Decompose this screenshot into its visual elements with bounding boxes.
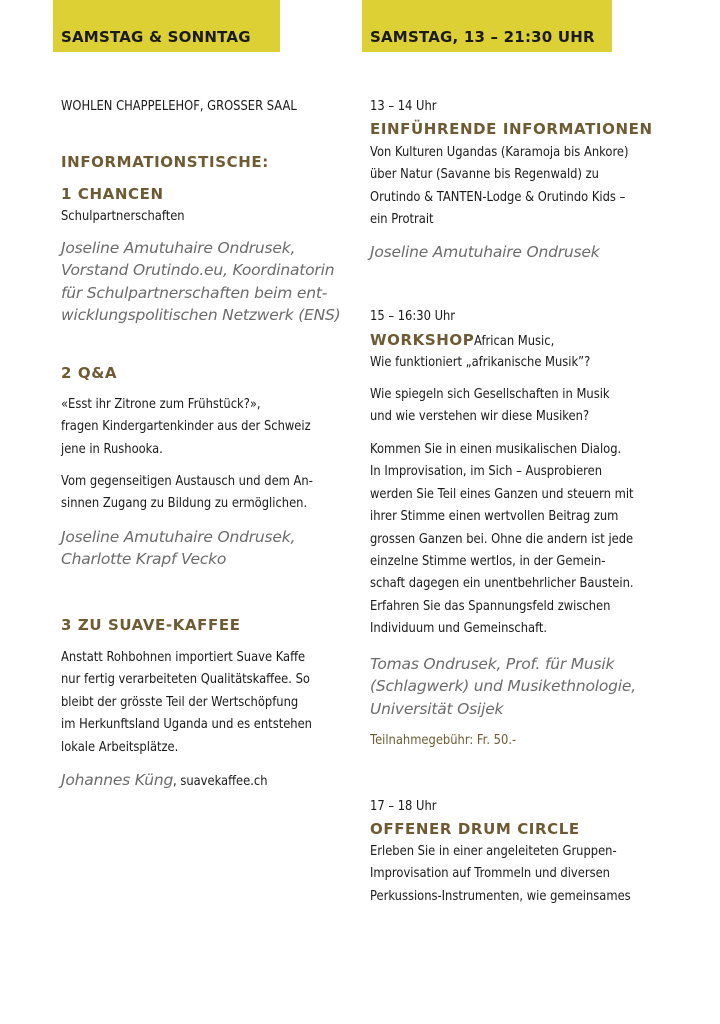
section-3-text: Anstatt Rohbohnen importiert Suave Kaffe nur fertig verarbeiteten Qualitätskaffee. So bleibt der grösste Teil der Wertschöpfung im Herkunftsland Uganda und es entstehen lokale Arbeitsplätze. xyxy=(61,650,312,755)
event-3-text: Erleben Sie in einer angeleiteten Gruppen- Improvisation auf Trommeln und diversen Perkussions-Instrumenten, wie gemeinsames xyxy=(370,844,631,904)
event-1-time: 13 – 14 Uhr xyxy=(370,99,437,114)
section-3-author: Johannes Küng, suavekaffee.ch xyxy=(61,771,268,789)
event-3-title: OFFENER DRUM CIRCLE xyxy=(370,820,580,838)
section-1-text: Schulpartnerschaften xyxy=(61,209,185,224)
info-heading: INFORMATIONSTISCHE: xyxy=(61,153,269,171)
section-1-title: 1 CHANCEN xyxy=(61,185,164,203)
venue: WOHLEN CHAPPELEHOF, GROSSER SAAL xyxy=(61,99,297,114)
right-header: SAMSTAG, 13 – 21:30 UHR xyxy=(362,0,612,52)
event-1-title: EINFÜHRENDE INFORMATIONEN xyxy=(370,120,653,138)
event-2-para2: Kommen Sie in einen musikalischen Dialog. In Improvisation, im Sich – Ausprobieren werden Sie Teil eines Ganzen und steuern mit ihrer Stimme einen wertvollen Beitrag zum grossen Ganzen bei. Ohne die andern ist jede einzelne Stimme wertlos, in der Gemein- schaft dagegen ein unentbehrlicher Baustein. Erfahren Sie das Spannungsfeld zwischen Individuum und Gemeinschaft. xyxy=(370,442,634,637)
right-column xyxy=(362,0,662,904)
left-column xyxy=(53,0,345,789)
event-2-subtitle: Wie funktioniert „afrikanische Musik”? xyxy=(370,355,591,370)
section-2-para2: Vom gegenseitigen Austausch und dem An- sinnen Zugang zu Bildung zu ermöglichen. xyxy=(61,474,313,512)
event-3-time: 17 – 18 Uhr xyxy=(370,799,437,814)
event-2-fee: Teilnahmegebühr: Fr. 50.- xyxy=(370,733,517,748)
event-1-author: Joseline Amutuhaire Ondrusek xyxy=(370,243,600,261)
event-2-para1: Wie spiegeln sich Gesellschaften in Musik und wie verstehen wir diese Musiken? xyxy=(370,387,610,425)
section-3-title: 3 ZU SUAVE-KAFFEE xyxy=(61,616,241,634)
left-header: SAMSTAG & SONNTAG xyxy=(53,0,280,52)
event-2-time: 15 – 16:30 Uhr xyxy=(370,309,456,324)
event-2-title: WORKSHOP xyxy=(370,331,475,349)
section-2-author: Joseline Amutuhaire Ondrusek, Charlotte Krapf Vecko xyxy=(61,528,296,569)
event-2-author: Tomas Ondrusek, Prof. für Musik (Schlagwerk) und Musikethnologie, Universität Osijek xyxy=(370,655,636,718)
section-2-title: 2 Q&A xyxy=(61,364,118,382)
event-2-title-line: WORKSHOPAfrican Music, xyxy=(370,331,555,349)
section-2-para1: «Esst ihr Zitrone zum Frühstück?», fragen Kindergartenkinder aus der Schweiz jene in Rushooka. xyxy=(61,397,311,457)
section-1-author: Joseline Amutuhaire Ondrusek, Vorstand Orutindo.eu, Koordinatorin für Schulpartnerschaften beim ent- wicklungspolitischen Netzwerk (ENS) xyxy=(61,239,341,325)
event-1-text: Von Kulturen Ugandas (Karamoja bis Ankore) über Natur (Savanne bis Regenwald) zu Orutindo & TANTEN-Lodge & Orutindo Kids – ein Protrait xyxy=(370,145,629,228)
